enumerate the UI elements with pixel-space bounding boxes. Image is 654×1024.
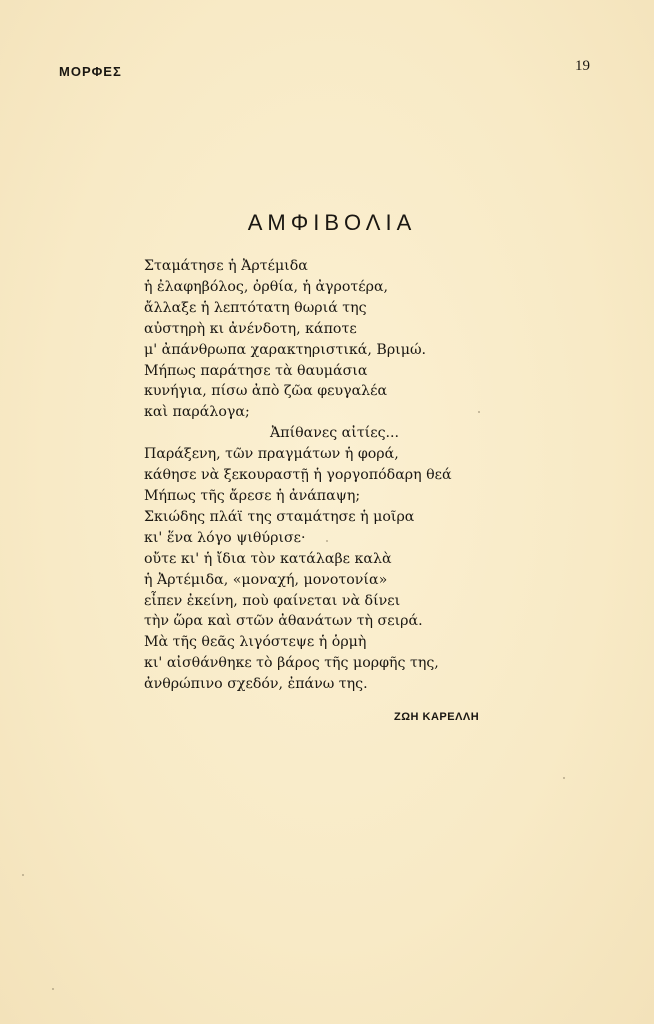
poem-title: ΑΜΦΙΒΟΛΙΑ: [247, 210, 417, 235]
paper-speck: [478, 411, 480, 413]
poem-line: Παράξενη, τῶν πραγμάτων ἡ φορά,: [144, 446, 399, 463]
poem-line: μ' ἀπάνθρωπα χαρακτηριστικά, Βριμώ.: [144, 341, 427, 358]
poem-line: ἀνθρώπινο σχεδόν, ἐπάνω της.: [144, 676, 368, 693]
poem-line: ἡ ἐλαφηβόλος, ὀρθία, ἡ ἀγροτέρα,: [144, 278, 389, 295]
poem-line: ἡ Ἀρτέμιδα, «μοναχή, μονοτονία»: [144, 571, 388, 588]
poem-line: κάθησε νὰ ξεκουραστῇ ἡ γοργοπόδαρη θεά: [144, 467, 452, 484]
poem-line: τὴν ὥρα καὶ στῶν ἀθανάτων τὴ σειρά.: [144, 613, 423, 630]
paper-speck: [52, 988, 54, 990]
poem-author: ΖΩΗ ΚΑΡΕΛΛΗ: [394, 711, 480, 723]
paper-speck: [326, 540, 328, 542]
poem-line: Σταμάτησε ἡ Ἀρτέμιδα: [144, 258, 308, 274]
paper-speck: [22, 874, 24, 876]
poem-line: Σκιώδης πλάϊ της σταμάτησε ἡ μοῖρα: [144, 508, 415, 525]
poem-line: κυνήγια, πίσω ἀπὸ ζῶα φευγαλέα: [144, 383, 388, 400]
poem-line: οὔτε κι' ἡ ἴδια τὸν κατάλαβε καλὰ: [144, 550, 392, 567]
poem-line: κι' αἰσθάνθηκε τὸ βάρος τῆς μορφῆς της,: [144, 655, 439, 672]
poem-body: [144, 256, 524, 695]
poem-line: ἄλλαξε ἡ λεπτότατη θωριά της: [144, 299, 367, 316]
poem-line: εἶπεν ἐκείνη, ποὺ φαίνεται νὰ δίνει: [144, 592, 401, 609]
poem-line-indented: Ἀπίθανες αἰτίες...: [270, 425, 400, 442]
poem-line: Μὰ τῆς θεᾶς λιγόστεψε ἡ ὁρμὴ: [144, 634, 367, 651]
poem-line: καὶ παράλογα;: [144, 404, 250, 421]
running-head-title: ΜΟΡΦΕΣ: [59, 64, 122, 79]
paper-speck: [563, 777, 565, 779]
poem-line: Μήπως παράτησε τὰ θαυμάσια: [144, 362, 368, 379]
poem-line: Μήπως τῆς ἄρεσε ἡ ἀνάπαψη;: [144, 487, 361, 504]
poem-line: κι' ἕνα λόγο ψιθύρισε·: [144, 529, 306, 546]
page-number: 19: [575, 58, 590, 74]
poem-line: αὐστηρὴ κι ἀνένδοτη, κάποτε: [144, 320, 357, 337]
